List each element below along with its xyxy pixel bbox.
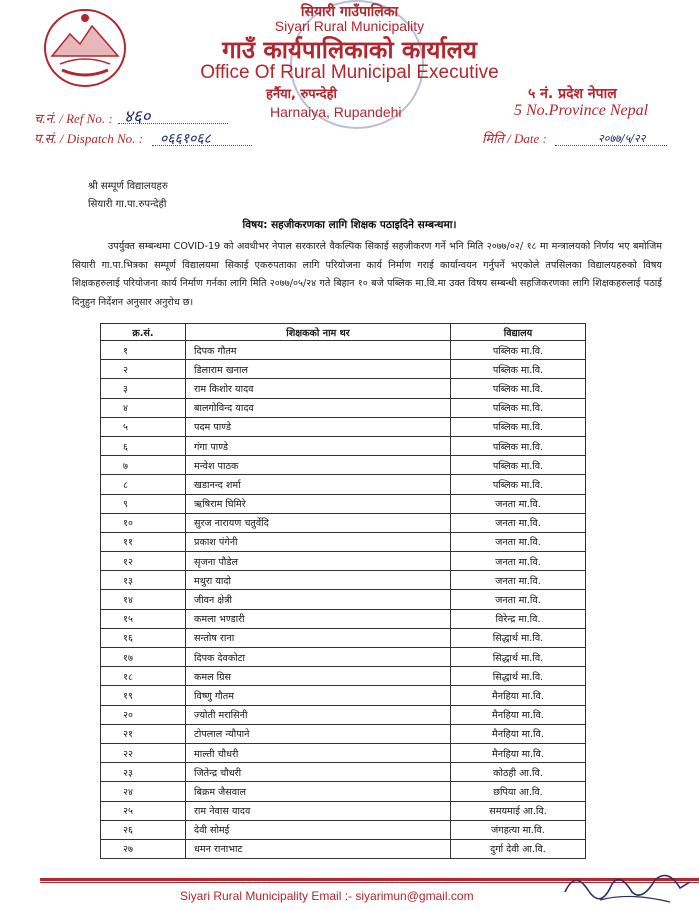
school-name-cell: पब्लिक मा.वि.: [451, 341, 586, 360]
table-row: [101, 609, 586, 628]
school-name-cell: पब्लिक मा.वि.: [451, 417, 586, 436]
serial-number-cell: १५: [101, 609, 186, 628]
table-row: [101, 782, 586, 801]
serial-number-cell: २०: [101, 705, 186, 724]
serial-number-cell: ४: [101, 398, 186, 417]
teacher-name-cell: माल्ती चौधरी: [186, 743, 451, 762]
table-row: [101, 513, 586, 532]
table-row: [101, 724, 586, 743]
teacher-name-cell: राम नेवास यादव: [186, 801, 451, 820]
table-row: [101, 667, 586, 686]
school-name-cell: मैनहिया मा.वि.: [451, 743, 586, 762]
serial-number-cell: १६: [101, 628, 186, 647]
table-row: [101, 743, 586, 762]
table-row: [101, 571, 586, 590]
school-name-cell: समयमाई आ.वि.: [451, 801, 586, 820]
column-header-school: विद्यालय: [451, 324, 586, 341]
office-title-np: गाउँ कार्यपालिकाको कार्यालय: [222, 36, 477, 64]
serial-number-cell: १९: [101, 686, 186, 705]
teacher-name-cell: पदम पाण्डे: [186, 417, 451, 436]
serial-number-cell: ११: [101, 532, 186, 551]
teacher-name-cell: बालगोविन्द यादव: [186, 398, 451, 417]
province-np: ५ नं. प्रदेश नेपाल: [528, 86, 617, 102]
teacher-name-cell: कमला भण्डारी: [186, 609, 451, 628]
school-name-cell: जनता मा.वि.: [451, 552, 586, 571]
teachers-table: [100, 323, 586, 859]
teacher-name-cell: डिलाराम खनाल: [186, 360, 451, 379]
teacher-name-cell: सुरज नारायण चतुर्वेदि: [186, 513, 451, 532]
school-name-cell: पब्लिक मा.वि.: [451, 398, 586, 417]
column-header-serial: क्र.सं.: [101, 324, 186, 341]
school-name-cell: पब्लिक मा.वि.: [451, 475, 586, 494]
school-name-cell: जंगहत्या मा.वि.: [451, 820, 586, 839]
province-en: 5 No.Province Nepal: [514, 102, 649, 119]
teacher-name-cell: कमल ग्रिस: [186, 667, 451, 686]
municipality-name-np: सियारी गाउँपालिका: [300, 4, 399, 20]
table-row: [101, 379, 586, 398]
date-value: २०७७/५/२२: [598, 132, 646, 145]
school-name-cell: जनता मा.वि.: [451, 590, 586, 609]
school-name-cell: मैनहिया मा.वि.: [451, 705, 586, 724]
school-name-cell: पब्लिक मा.वि.: [451, 379, 586, 398]
serial-number-cell: २७: [101, 839, 186, 858]
table-row: [101, 590, 586, 609]
dispatch-number-value: ०६६१०६८: [160, 131, 211, 147]
address-np: हर्नैया, रुपन्देही: [266, 87, 337, 102]
table-row: [101, 801, 586, 820]
serial-number-cell: ६: [101, 436, 186, 455]
addressee-line-2: सियारी गा.पा.रुपन्देही: [88, 199, 167, 210]
teacher-name-cell: प्रकाश पंगेनी: [186, 532, 451, 551]
teacher-name-cell: सन्तोष राना: [186, 628, 451, 647]
serial-number-cell: २: [101, 360, 186, 379]
teacher-name-cell: टोपलाल न्यौपाने: [186, 724, 451, 743]
table-row: [101, 628, 586, 647]
teacher-name-cell: जीवन क्षेत्री: [186, 590, 451, 609]
office-title-en: Office Of Rural Municipal Executive: [200, 62, 499, 83]
serial-number-cell: २२: [101, 743, 186, 762]
serial-number-cell: ३: [101, 379, 186, 398]
serial-number-cell: १२: [101, 552, 186, 571]
school-name-cell: दुर्गा देवी आ.वि.: [451, 839, 586, 858]
serial-number-cell: १७: [101, 648, 186, 667]
teacher-name-cell: ऋषिराम घिमिरे: [186, 494, 451, 513]
school-name-cell: मैनहिया मा.वि.: [451, 686, 586, 705]
serial-number-cell: २५: [101, 801, 186, 820]
addressee-line-1: श्री सम्पूर्ण विद्यालयहरु: [88, 181, 168, 192]
serial-number-cell: २४: [101, 782, 186, 801]
table-row: [101, 839, 586, 858]
serial-number-cell: २३: [101, 763, 186, 782]
dispatch-number-label: प.सं. / Dispatch No. :: [34, 131, 143, 146]
school-name-cell: छपिया आ.वि.: [451, 782, 586, 801]
serial-number-cell: ५: [101, 417, 186, 436]
teacher-name-cell: धमन रानाभाट: [186, 839, 451, 858]
teacher-name-cell: खडानन्द शर्मा: [186, 475, 451, 494]
teacher-name-cell: बिक्रम जैसवाल: [186, 782, 451, 801]
table-row: [101, 494, 586, 513]
ref-number-value: ४६०: [124, 107, 151, 127]
school-name-cell: मैनहिया मा.वि.: [451, 724, 586, 743]
date-label: मिति / Date :: [482, 131, 547, 146]
teacher-name-cell: मन्वेश पाठक: [186, 456, 451, 475]
school-name-cell: सिद्धार्थ मा.वि.: [451, 628, 586, 647]
serial-number-cell: २६: [101, 820, 186, 839]
table-row: [101, 552, 586, 571]
serial-number-cell: ८: [101, 475, 186, 494]
ref-number-label: च.नं. / Ref No. :: [34, 111, 113, 126]
address-en: Harnaiya, Rupandehi: [270, 104, 402, 120]
table-row: [101, 436, 586, 455]
serial-number-cell: १०: [101, 513, 186, 532]
teacher-name-cell: विष्णु गौतम: [186, 686, 451, 705]
municipality-name-en: Siyari Rural Municipality: [274, 18, 425, 34]
school-name-cell: पब्लिक मा.वि.: [451, 360, 586, 379]
table-row: [101, 341, 586, 360]
teacher-name-cell: सृजना पौडेल: [186, 552, 451, 571]
serial-number-cell: १८: [101, 667, 186, 686]
table-row: [101, 532, 586, 551]
table-row: [101, 475, 586, 494]
teacher-name-cell: दिपक देवकोटा: [186, 648, 451, 667]
school-name-cell: सिद्धार्थ मा.वि.: [451, 667, 586, 686]
teacher-name-cell: राम किशोर यादव: [186, 379, 451, 398]
table-row: [101, 686, 586, 705]
teacher-name-cell: जितेन्द्र चौधरी: [186, 763, 451, 782]
table-body: [101, 341, 586, 859]
teacher-name-cell: मथुरा यादो: [186, 571, 451, 590]
subject-line: विषय: सहजीकरणका लागि शिक्षक पठाइदिने सम्बन्धमा।: [242, 219, 457, 231]
school-name-cell: सिद्धार्थ मा.वि.: [451, 648, 586, 667]
body-paragraph: उपर्युक्त सम्बन्धमा COVID-19 को अवधीभर नेपाल सरकारले वैकल्पिक सिकाई सहजीकरण गर्ने भनि मिति २०७७/०२/ १८ मा मन्त्रालयको निर्णय भए बमोजिम सियारी गा.पा.भित्रका सम्पूर्ण विद्यालयमा सिकाई एकरुपताका लागि परियोजना कार्य निर्माण गराई कार्यान्वयन गर्नुपर्ने भएकोले तपसिलका विद्यालयहरुको विषय शिक्षकहरुलाई परियोजना कार्य निर्माण गर्नका लागि मिति २०७७/०५/२४ गते बिहान १० बजे पब्लिक मा.वि.मा उक्त विषय सम्बन्धी सहजिकरणका लागि शिक्षकहरुलाई पठाई दिनुहुन निर्देशन अनुसार अनुरोध छ।: [72, 241, 662, 308]
signature-mark: [560, 862, 695, 907]
table-row: [101, 820, 586, 839]
serial-number-cell: ७: [101, 456, 186, 475]
teacher-name-cell: दिपक गौतम: [186, 341, 451, 360]
school-name-cell: पब्लिक मा.वि.: [451, 436, 586, 455]
serial-number-cell: ९: [101, 494, 186, 513]
table-row: [101, 763, 586, 782]
school-name-cell: कोठही आ.वि.: [451, 763, 586, 782]
table-row: [101, 398, 586, 417]
school-name-cell: जनता मा.वि.: [451, 494, 586, 513]
column-header-teacher-name: शिक्षकको नाम थर: [186, 324, 451, 341]
table-header-row: [101, 324, 586, 341]
table-row: [101, 705, 586, 724]
school-name-cell: पब्लिक मा.वि.: [451, 456, 586, 475]
serial-number-cell: १३: [101, 571, 186, 590]
serial-number-cell: २१: [101, 724, 186, 743]
school-name-cell: जनता मा.वि.: [451, 571, 586, 590]
school-name-cell: जनता मा.वि.: [451, 513, 586, 532]
footer-contact: Siyari Rural Municipality Email :- siyarimun@gmail.com: [180, 889, 474, 903]
teacher-name-cell: गंगा पाण्डे: [186, 436, 451, 455]
table-row: [101, 360, 586, 379]
table-row: [101, 456, 586, 475]
table-row: [101, 648, 586, 667]
serial-number-cell: १: [101, 341, 186, 360]
teacher-name-cell: देवी सोमई: [186, 820, 451, 839]
teacher-name-cell: ज्योती मरासिनी: [186, 705, 451, 724]
school-name-cell: जनता मा.वि.: [451, 532, 586, 551]
school-name-cell: विरेन्द्र मा.वि.: [451, 609, 586, 628]
table-row: [101, 417, 586, 436]
serial-number-cell: १४: [101, 590, 186, 609]
